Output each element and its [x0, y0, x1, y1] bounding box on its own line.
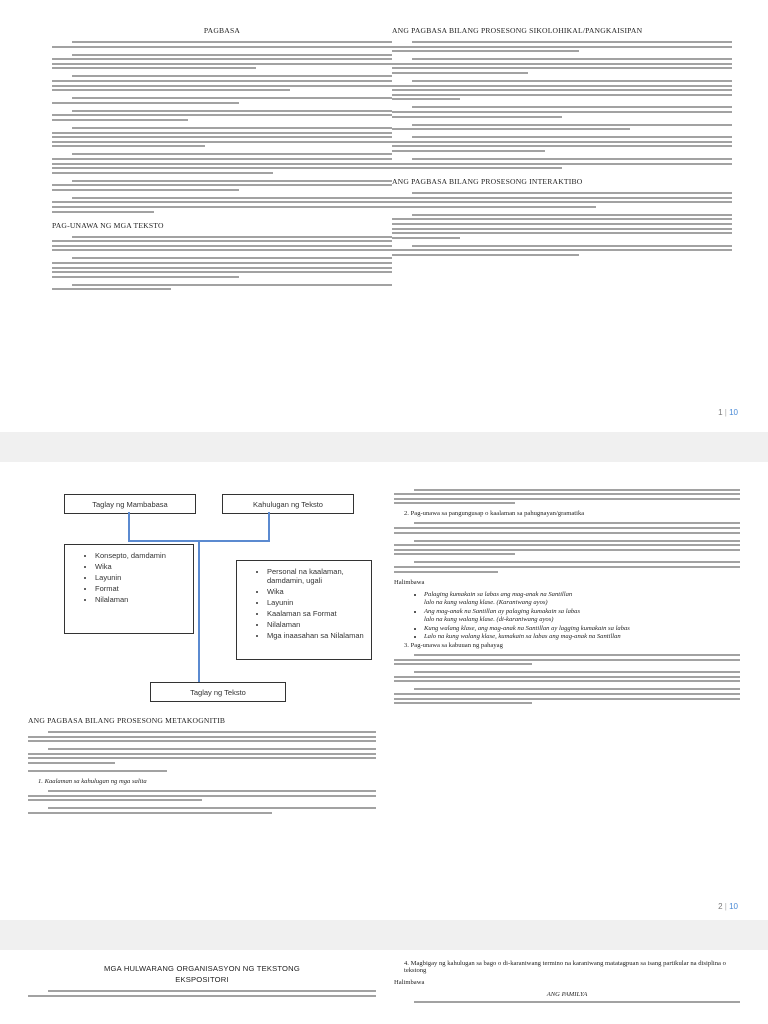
- list-item: • Wika: [267, 587, 371, 596]
- text-line: [28, 736, 376, 738]
- section-heading-pagbasa: PAGBASA: [203, 26, 241, 35]
- text-line: [392, 128, 630, 130]
- text-line: [414, 688, 740, 690]
- left-column: [52, 26, 392, 296]
- page-number: 1 | 10: [718, 408, 738, 417]
- text-line: [28, 995, 376, 997]
- paragraph: [394, 561, 740, 572]
- paragraph: [52, 153, 392, 173]
- text-line: [52, 167, 392, 169]
- paragraph: [52, 41, 392, 48]
- text-line: [52, 201, 392, 203]
- text-line: [394, 571, 498, 573]
- text-line: [48, 790, 376, 792]
- paragraph: [394, 540, 740, 556]
- list-item: • Lalo na kung walang klase, kumakain sa labas ang mag-anak na Santillan: [424, 633, 740, 640]
- text-line: [392, 98, 460, 100]
- text-line: [52, 163, 392, 165]
- paragraph: [52, 257, 392, 277]
- text-line: [414, 489, 740, 491]
- text-line: [394, 693, 740, 695]
- list-item: • Kaalaman sa Format: [267, 609, 371, 618]
- text-line: [392, 116, 562, 118]
- text-line: [52, 119, 188, 121]
- text-line: [52, 172, 273, 174]
- text-line: [52, 85, 392, 87]
- paragraph: [392, 214, 732, 239]
- text-line: [412, 158, 732, 160]
- text-line: [394, 566, 740, 568]
- text-line: [414, 522, 740, 524]
- text-line: [412, 124, 732, 126]
- paragraph: [52, 236, 392, 252]
- text-line: [392, 232, 732, 234]
- text-line: [52, 262, 392, 264]
- text-line: [394, 702, 532, 704]
- paragraph: [394, 522, 740, 533]
- paragraph: [52, 110, 392, 121]
- page-gap: [0, 432, 768, 462]
- text-line: [412, 245, 732, 247]
- paragraph: [52, 54, 392, 70]
- paragraph: [392, 136, 732, 152]
- text-line: [392, 145, 732, 147]
- list-item: • Format: [95, 584, 193, 593]
- paragraph: [52, 127, 392, 147]
- text-line: [414, 1001, 740, 1003]
- connector-line: [198, 540, 200, 682]
- text-line: [412, 80, 732, 82]
- text-line: [28, 757, 376, 759]
- text-line: [28, 770, 167, 772]
- paragraph: [28, 990, 376, 997]
- text-line: [52, 288, 171, 290]
- text-line: [392, 46, 732, 48]
- text-line: [72, 110, 392, 112]
- paragraph: [28, 748, 376, 764]
- text-line: [72, 197, 392, 199]
- text-line: [412, 41, 732, 43]
- paragraph: [392, 245, 732, 256]
- examples-label: Halimbawa: [394, 979, 425, 986]
- paragraph: [52, 97, 392, 104]
- text-line: [392, 85, 732, 87]
- text-line: [28, 762, 115, 764]
- text-line: [412, 58, 732, 60]
- page-gap: [0, 920, 768, 950]
- context-box: Kahulugan ng Teksto: [222, 494, 354, 514]
- numbered-item: 3. Pag-unawa sa kabuuan ng pahayag: [404, 642, 503, 650]
- text-line: [392, 63, 732, 65]
- right-column: [394, 486, 740, 710]
- text-line: [412, 192, 732, 194]
- connector-line: [268, 512, 270, 542]
- section-heading-ekspositori: EKSPOSITORI: [175, 975, 229, 984]
- text-line: [414, 540, 740, 542]
- text-line: [394, 680, 740, 682]
- text-line: [392, 197, 732, 199]
- text-line: [52, 46, 392, 48]
- text-line: [394, 493, 740, 495]
- text-line: [394, 549, 740, 551]
- text-line: [392, 201, 732, 203]
- examples-list: [394, 591, 740, 641]
- text-line: [52, 67, 256, 69]
- paragraph: [28, 790, 376, 801]
- text-line: [392, 223, 732, 225]
- text-line: [392, 111, 732, 113]
- left-column: [28, 716, 376, 820]
- numbered-item: 1. Kaalaman sa kahulugan ng mga salita: [38, 777, 147, 785]
- text-line: [392, 228, 732, 230]
- reader-box: Taglay ng Mambabasa: [64, 494, 196, 514]
- text-line: [414, 561, 740, 563]
- list-item: • Kung walang klase, ang mag-anak na Santillan ay lagging kumakain sa labas: [424, 625, 740, 632]
- text-line: [392, 150, 545, 152]
- section-heading-sikolohikal: ANG PAGBASA BILANG PROSESONG SIKOLOHIKAL/PANGKAISIPAN: [392, 26, 643, 35]
- text-line: [412, 214, 732, 216]
- text-line: [52, 271, 392, 273]
- list-item: • Wika: [95, 562, 193, 571]
- text-line: [52, 114, 392, 116]
- text-line: [72, 75, 392, 77]
- text-line: [72, 97, 392, 99]
- text-line: [394, 498, 740, 500]
- text-line: [72, 41, 392, 43]
- paragraph: [392, 80, 732, 100]
- right-column: [394, 960, 740, 1005]
- paragraph: [52, 197, 392, 213]
- text-line: [392, 167, 562, 169]
- section-heading-interaktibo: ANG PAGBASA BILANG PROSESONG INTERAKTIBO: [392, 177, 583, 187]
- reader-items-list: [83, 551, 193, 604]
- text-line: [72, 153, 392, 155]
- text-line: [52, 132, 392, 134]
- list-item: • Ang mag-anak na Santillan ay palaging kumakain sa labas: [424, 608, 740, 615]
- paragraph: [392, 58, 732, 74]
- paragraph: [392, 124, 732, 131]
- paragraph: [52, 284, 392, 291]
- section-heading-metakognitib: ANG PAGBASA BILANG PROSESONG METAKOGNITIB: [28, 716, 226, 725]
- list-item: • Palaging kumakain sa labas ang mag-anak na Santillan: [424, 591, 740, 598]
- text-line: [52, 245, 392, 247]
- left-column: [28, 964, 376, 1003]
- paragraph: [52, 180, 392, 191]
- text-line: [392, 89, 732, 91]
- numbered-item: 4. Magbigay ng kahulugan sa bago o di-karaniwang termino na karaniwang matatagpuan sa isang partikular na disiplina o tekstong: [404, 960, 726, 974]
- right-column: [392, 26, 732, 262]
- text-line: [28, 795, 376, 797]
- text-box: Taglay ng Teksto: [150, 682, 286, 702]
- text-line: [28, 799, 202, 801]
- list-item: • Nilalaman: [267, 620, 371, 629]
- text-items-list: [255, 567, 371, 640]
- text-line: [52, 58, 392, 60]
- text-line: [48, 748, 376, 750]
- text-line: [392, 218, 732, 220]
- text-line: [394, 532, 740, 534]
- text-line: [394, 676, 740, 678]
- list-item: • Layunin: [95, 573, 193, 582]
- centered-example-title: ANG PAMILYA: [546, 991, 588, 998]
- section-heading-hulwarang: MGA HULWARANG ORGANISASYON NG TEKSTONG: [104, 964, 300, 973]
- text-line: [72, 284, 392, 286]
- paragraph: [394, 671, 740, 682]
- paragraph: [394, 654, 740, 665]
- list-item: • Mga inaasahan sa Nilalaman: [267, 631, 371, 640]
- text-line: [394, 502, 515, 504]
- paragraph: [392, 106, 732, 117]
- text-line: [48, 990, 376, 992]
- text-line: [72, 236, 392, 238]
- text-line: [52, 89, 290, 91]
- document-page-1: [0, 0, 768, 432]
- text-line: [414, 671, 740, 673]
- section-heading-pag-unawa: PAG-UNAWA NG MGA TEKSTO: [52, 220, 164, 230]
- text-line: [414, 654, 740, 656]
- text-line: [72, 257, 392, 259]
- list-item: • Konsepto, damdamin: [95, 551, 193, 560]
- text-line: [28, 740, 376, 742]
- text-line: [52, 267, 392, 269]
- text-line: [392, 50, 579, 52]
- text-line: [392, 254, 579, 256]
- paragraph: [392, 192, 732, 208]
- text-line: [48, 731, 376, 733]
- text-line: [392, 72, 528, 74]
- list-item: • Personal na kaalaman, damdamin, ugali: [267, 567, 371, 585]
- text-line: [52, 158, 392, 160]
- text-line: [392, 237, 460, 239]
- list-item: • Layunin: [267, 598, 371, 607]
- text-line: [412, 136, 732, 138]
- paragraph: [394, 489, 740, 505]
- text-line: [392, 141, 732, 143]
- text-line: [412, 106, 732, 108]
- text-line: [52, 184, 392, 186]
- text-line: [394, 659, 740, 661]
- text-line: [394, 698, 740, 700]
- examples-label: Halimbawa: [394, 578, 425, 586]
- text-line: [52, 63, 392, 65]
- text-line: [394, 663, 532, 665]
- text-line: [394, 553, 515, 555]
- text-line: [72, 54, 392, 56]
- text-line: [52, 240, 392, 242]
- text-items-box: [236, 560, 372, 660]
- text-line: [72, 180, 392, 182]
- text-line: [394, 527, 740, 529]
- text-line: [392, 163, 732, 165]
- text-line: [72, 127, 392, 129]
- numbered-item: 2. Pag-unawa sa pangungusap o kaalaman sa pahugnayan/gramatika: [404, 510, 585, 518]
- text-line: [52, 80, 392, 82]
- text-line: [52, 189, 239, 191]
- text-line: [52, 276, 239, 278]
- text-line: [52, 145, 205, 147]
- paragraph: [28, 731, 376, 742]
- text-line: [52, 206, 392, 208]
- connector-line: [128, 512, 130, 542]
- document-page-3: [0, 950, 768, 1024]
- paragraph: [28, 770, 376, 772]
- text-line: [392, 67, 732, 69]
- text-line: [52, 136, 392, 138]
- paragraph: [392, 41, 732, 52]
- paragraph: [28, 807, 376, 814]
- text-line: [394, 544, 740, 546]
- page-number: 2 | 10: [718, 902, 738, 911]
- text-line: [392, 249, 732, 251]
- text-line: [392, 94, 732, 96]
- text-line: [52, 102, 239, 104]
- paragraph: [394, 688, 740, 704]
- reader-items-box: [64, 544, 194, 634]
- list-item: lalo na kung walang klase. (Karaniwang ayos): [424, 599, 548, 607]
- text-line: [52, 211, 154, 213]
- document-page-2: [0, 462, 768, 920]
- text-line: [48, 807, 376, 809]
- text-line: [52, 249, 392, 251]
- paragraph: [52, 75, 392, 91]
- text-line: [392, 206, 596, 208]
- list-item: lalo na kung walang klase. (di-karaniwang ayos): [424, 616, 554, 624]
- list-item: • Nilalaman: [95, 595, 193, 604]
- text-line: [28, 812, 272, 814]
- text-line: [28, 753, 376, 755]
- paragraph: [392, 158, 732, 169]
- text-line: [52, 141, 392, 143]
